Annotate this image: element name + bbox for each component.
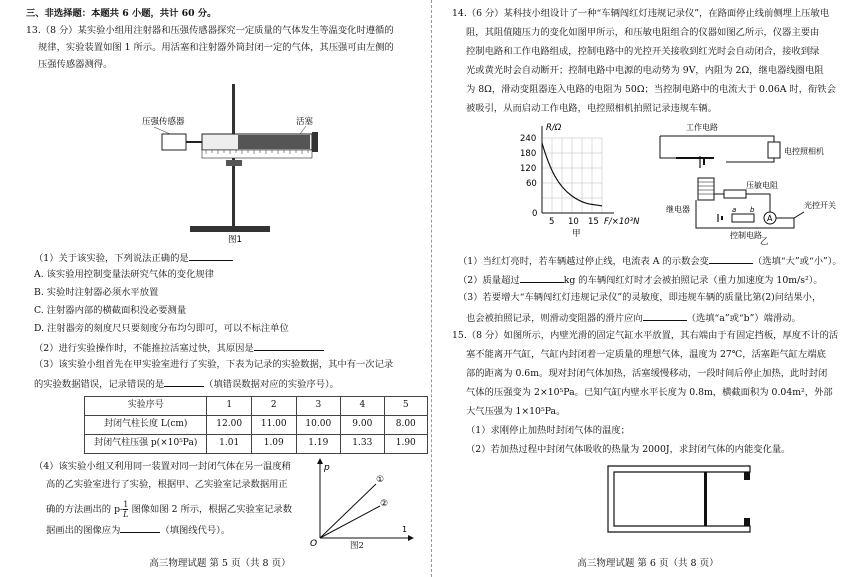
circuit-label-camera: 电控照相机 [784,147,824,156]
graph-y-tick-0: 0 [532,209,538,219]
graph-y-tick-120: 120 [520,164,537,174]
q14-s1: （1）当红灯亮时，若车辆越过停止线，电流表 A 的示数会变 （选填“大”或“小”）。 [458,253,842,269]
rheostat [732,214,754,222]
figure-1-syringe-apparatus [140,82,340,244]
q13-s4-line4: 据画出的图像应为 （填图线代号）。 [46,522,230,538]
syringe-plunger-dark [238,135,310,149]
stand-base [190,226,270,232]
figure-2-p-vs-inverse-l [304,458,414,548]
q14-line6: 被吸引，从而启动工作电路，电控照相机拍照记录违规车辆。 [466,103,718,114]
q15-s1: （1）求刚停止加热时封闭气体的温度； [466,425,630,436]
figure-2-caption: 图2 [350,541,364,551]
q15-line1: 15.（8 分）如图所示，内壁光滑的固定气缸水平放置，其右端由于有固定挡板，厚度不计的活 [452,330,839,341]
stopper-top [744,472,750,480]
fig2-line-2 [320,506,380,538]
table-header-3: 3 [296,397,341,416]
page-divider [431,0,432,577]
fig2-x-label: 1 [402,525,408,534]
graph-x-label: F/×10³N [604,217,640,227]
table-row-length-label: 封闭气柱长度 L(cm) [85,416,207,435]
camera-symbol [768,142,780,158]
q14-line4: 光或黄光时会自动断开；控制电路中电源的电动势为 9V，内阻为 2Ω，继电器线圈电阻 [466,65,824,76]
table-row-pressure [85,435,428,454]
rheostat-b: b [750,206,755,214]
scale-ruler [202,150,312,158]
table-cell: 1.90 [384,435,427,454]
table-row-pressure-label: 封闭气柱压强 p(×10⁵Pa) [85,435,207,454]
q13-intro-line1: 13.（8 分）某实验小组用注射器和压强传感器探究一定质量的气体发生等温变化时遵循的 [26,25,394,36]
label-pressure-sensor: 压强传感器 [142,117,185,127]
q13-s2: （2）进行实验操作时，不能推拉活塞过快，其原因是 [34,340,324,356]
ammeter-label: A [767,214,773,223]
section-heading: 三、非选择题：本题共 6 小题，共计 60 分。 [26,8,217,19]
q13-s4-line2: 高的乙实验室进行了实验，根据甲、乙实验室记录数据用正 [46,479,288,490]
table-cell: 9.00 [341,416,384,435]
table-cell: 1.01 [207,435,252,454]
circuit-label-control: 控制电路 [730,231,762,240]
table-header-2: 2 [251,397,296,416]
table-header-5: 5 [384,397,427,416]
table-row-header [85,397,428,416]
q13-s3-line2: 的实验数据错误，记录错误的是 （填错误数据对应的实验序号）。 [34,376,339,392]
rheostat-a: a [732,206,737,214]
left-page [0,0,428,577]
work-circuit-wire [660,136,676,158]
p-inverse-L-formula: p- $\frac{1}{L}$ [114,500,129,519]
q13-s1: （1）关于该实验，下列说法正确的是 [34,250,233,266]
q13-s3-line1: （3）该实验小组首先在甲实验室进行了实验，下表为记录的实验数据，其中有一次记录 [34,359,394,370]
graph-jia-resistance-vs-force [506,120,656,238]
q15-line2: 塞不能离开气缸，气缸内封闭着一定质量的理想气体，温度为 27℃，活塞距气缸左端底 [466,349,826,360]
syringe-end [312,132,318,152]
fig2-origin: O [310,539,318,548]
q13-s4-line3: 确的方法画出的 p- $\frac{1}{L}$ 图像如图 2 所示，根据乙实验室记录数 [46,500,293,519]
table-cell: 8.00 [384,416,427,435]
q13-s4-line1: （4）该实验小组又利用同一装置对同一封闭气体在另一温度稍 [34,461,291,472]
table-header-4: 4 [341,397,384,416]
circuit-label-sensor: 压敏电阻 [746,181,778,190]
q15-line4: 气体的压强变为 2×10⁵Pa。已知气缸内壁水平长度为 0.8m，横截面积为 0.04m²，外部 [466,387,833,398]
q14-s2: （2）质量超过 kg 的车辆闯红灯时才会被拍照记录（重力加速度为 10m/s²）。 [458,272,823,288]
table-cell: 11.00 [251,416,296,435]
circuit-caption: 乙 [760,237,769,247]
q14-s3-line2: 也会被拍照记录，则滑动变阻器的滑片应向 （选填“a”或“b”）端滑动。 [466,310,801,326]
figure-1-caption: 图1 [228,235,242,244]
graph-x-tick-5: 5 [549,217,555,227]
table-cell: 1.33 [341,435,384,454]
q13-option-b: B. 实验时注射器必须水平放置 [34,287,159,298]
graph-y-tick-240: 240 [520,134,537,144]
light-switch [776,212,804,218]
q15-line3: 部的距离为 0.6m。现对封闭气体加热，活塞缓慢移动，一段时间后停止加热，此时封闭 [466,368,828,379]
right-page-footer: 高三物理试题 第 6 页（共 8 页） [577,557,719,569]
table-header-1: 1 [207,397,252,416]
q14-line3: 控制电路和工作电路组成，控制电路中的光控开关接收到红光时会自动闭合，接收到绿 [466,46,820,57]
fig2-p-label: p [324,463,330,473]
cylinder-wall [608,466,750,532]
circuit-yi-diagram [654,118,854,246]
table-cell: 1.19 [296,435,341,454]
graph-y-label: R/Ω [546,123,562,133]
fig2-line-2-label: ② [380,499,389,509]
table-cell: 12.00 [207,416,252,435]
circuit-label-switch: 光控开关 [804,201,836,210]
graph-grid [542,138,602,213]
q13-data-table [84,396,428,454]
clamp [226,160,242,166]
pressure-sensor-resistor [724,190,746,198]
graph-x-tick-15: 15 [588,217,599,227]
label-piston: 活塞 [296,117,314,127]
q13-intro-line3: 压强传感器测得。 [38,59,113,70]
table-cell: 10.00 [296,416,341,435]
circuit-label-work: 工作电路 [686,123,718,132]
table-header-label: 实验序号 [85,397,207,416]
q14-line2: 阻，其阻值随压力的变化如图甲所示，和压敏电阻组合的仪器如图乙所示，仪器主要由 [466,27,820,38]
relay-coil [698,178,714,200]
graph-y-tick-60: 60 [526,179,537,189]
fig2-line-1 [320,484,376,538]
stopper-bottom [744,518,750,526]
q13-option-a: A. 该实验用控制变量法研究气体的变化规律 [34,269,214,280]
q13-option-c: C. 注射器内部的横截面积没必要测量 [34,305,187,316]
q14-line1: 14.（6 分）某科技小组设计了一种“车辆闯红灯违规记录仪”，在路面停止线前侧埋上压敏电 [452,8,830,19]
left-page-footer: 高三物理试题 第 5 页（共 8 页） [149,557,291,569]
q14-s3-line1: （3）若要增大“车辆闯红灯违规记录仪”的灵敏度，即违规车辆的质量比第(2)问结果小， [458,292,822,303]
table-cell: 1.09 [251,435,296,454]
pressure-sensor-box [162,134,186,150]
circuit-label-relay: 继电器 [666,205,690,214]
q13-option-d: D. 注射器旁的刻度尺只要刻度分布均匀即可，可以不标注单位 [34,323,289,334]
q15-line5: 大气压强为 1×10⁵Pa。 [466,406,566,417]
gas-cylinder-figure [604,462,754,536]
graph-y-tick-180: 180 [520,149,537,159]
q14-line5: 为 8Ω，滑动变阻器连入电路的电阻为 50Ω；当控制电路中的电流大于 0.06A 时，衔铁会 [466,84,836,95]
right-page [438,0,858,577]
q13-intro-line2: 规律，实验装置如图 1 所示。用活塞和注射器外筒封闭一定的气体，其压强可由左侧的 [38,42,394,53]
graph-caption: 甲 [572,229,581,238]
q15-s2: （2）若加热过程中封闭气体吸收的热量为 2000J，求封闭气体的内能变化量。 [466,444,791,455]
graph-x-tick-10: 10 [568,217,579,227]
fig2-line-1-label: ① [376,475,385,485]
piston [704,472,707,526]
table-row-length [85,416,428,435]
